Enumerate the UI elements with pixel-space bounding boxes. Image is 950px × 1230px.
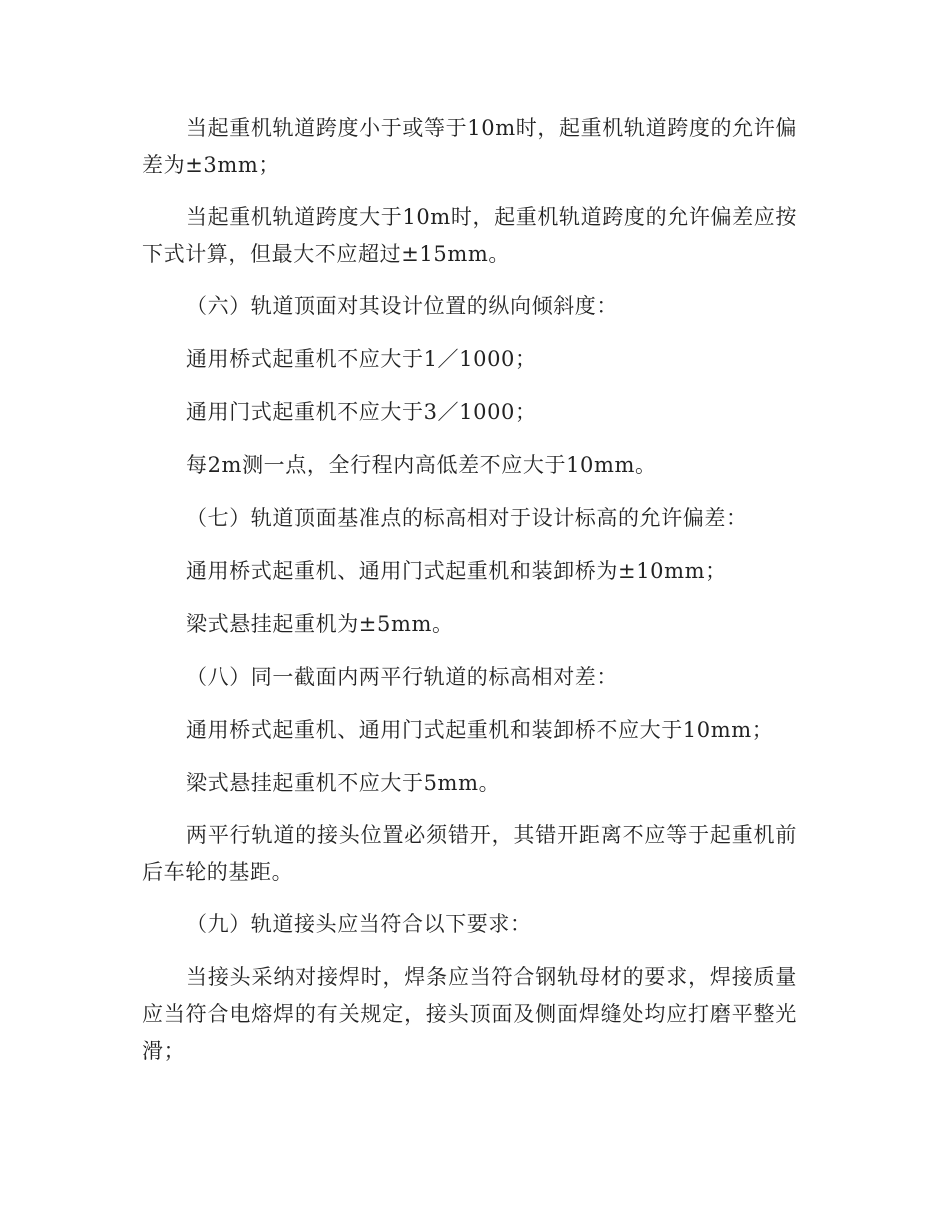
paragraph-gantry-crane-slope: 通用门式起重机不应大于3／1000； xyxy=(186,400,537,424)
paragraph-elevation-tolerance-5mm: 梁式悬挂起重机为±5mm。 xyxy=(186,612,454,636)
paragraph-relative-difference-5mm: 梁式悬挂起重机不应大于5mm。 xyxy=(186,771,501,795)
heading-section-6: （六）轨道顶面对其设计位置的纵向倾斜度： xyxy=(186,294,618,318)
heading-section-8: （八）同一截面内两平行轨道的标高相对差： xyxy=(186,665,618,689)
heading-section-7: （七）轨道顶面基准点的标高相对于设计标高的允许偏差： xyxy=(186,506,748,530)
heading-section-9: （九）轨道接头应当符合以下要求： xyxy=(186,912,532,936)
paragraph-butt-weld-joint: 当接头采纳对接焊时，焊条应当符合钢轨母材的要求，焊接质量应当符合电熔焊的有关规定，接头顶面及侧面焊缝处均应打磨平整光滑； xyxy=(142,965,797,1063)
paragraph-joint-stagger: 两平行轨道的接头位置必须错开，其错开距离不应等于起重机前后车轮的基距。 xyxy=(142,823,797,884)
paragraph-relative-difference-10mm: 通用桥式起重机、通用门式起重机和装卸桥不应大于10mm； xyxy=(186,718,774,742)
paragraph-span-le-10m: 当起重机轨道跨度小于或等于10m时，起重机轨道跨度的允许偏差为±3mm； xyxy=(142,116,797,177)
paragraph-span-gt-10m: 当起重机轨道跨度大于10m时，起重机轨道跨度的允许偏差应按下式计算，但最大不应超过±15mm。 xyxy=(142,205,797,266)
paragraph-elevation-tolerance-10mm: 通用桥式起重机、通用门式起重机和装卸桥为±10mm； xyxy=(186,559,727,583)
paragraph-measure-every-2m: 每2m测一点，全行程内高低差不应大于10mm。 xyxy=(186,453,657,477)
paragraph-bridge-crane-slope: 通用桥式起重机不应大于1／1000； xyxy=(186,347,537,371)
